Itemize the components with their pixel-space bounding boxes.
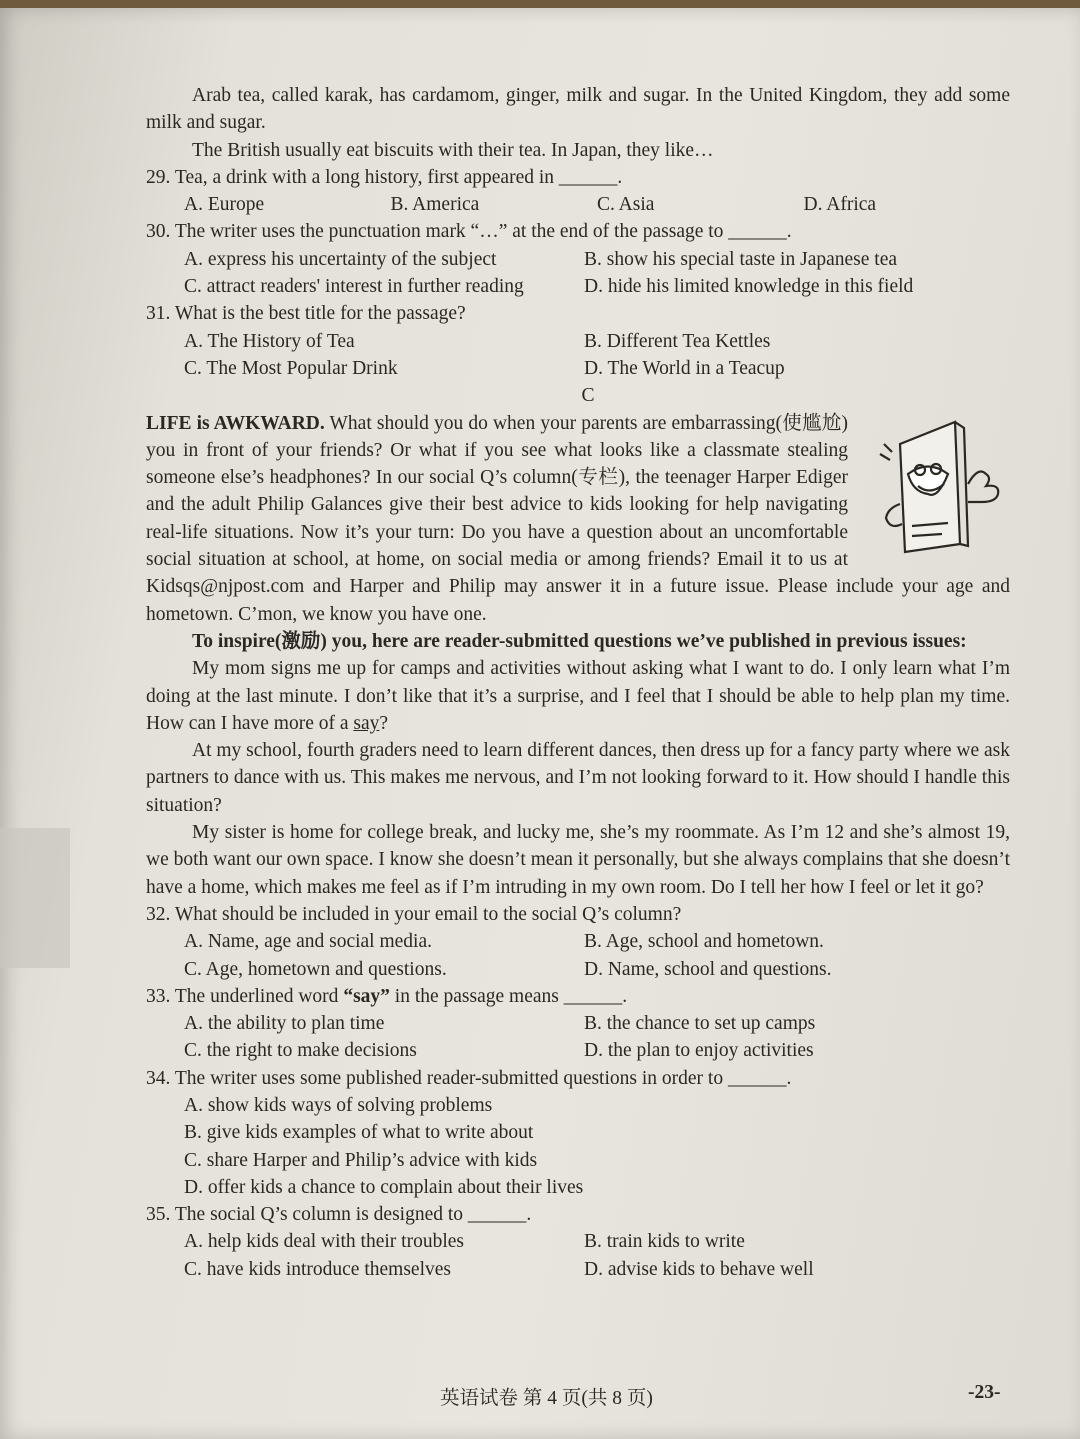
intro-lead: LIFE is AWKWARD. [146,412,325,434]
option-31c: C. The Most Popular Drink [184,357,398,379]
option-30d: D. hide his limited knowledge in this field [584,276,914,298]
option-31d: D. The World in a Teacup [584,357,785,379]
option-33a: A. the ability to plan time [184,1013,385,1035]
option-31a: A. The History of Tea [184,330,355,352]
question-29-stem: 29. Tea, a drink with a long history, first appeared in ______. [146,166,623,188]
option-32a: A. Name, age and social media. [184,931,432,953]
section-c-heading: C [581,385,595,407]
option-29c: C. Asia [597,194,655,216]
section-c-intro-block [146,410,1010,628]
intro-text: What should you do when your parents are embarrassing(使尴尬) you in front of your friends? Or what if you see what looks like a classmate stealing someone else’s headphones? In our social Q’s column(专栏), the teenager Harper Ediger and the adult Philip Galances give their best advice to kids looking for help navigating real-life situations. Now it’s your turn: Do you have a question about an uncomfortable social situation at school, at home, on social media or among friends? Email it to us at Kidsqs@njpost.com and Harper and Philip may answer it in a future issue. Please include your age and hometown. C’mon, we know you have one. [146,412,1010,625]
page-footer [0,1382,1080,1412]
footer-exam-info: 英语试卷 第 4 页(共 8 页) [440,1388,653,1409]
reader-letter-2: At my school, fourth graders need to learn different dances, then dress up for a fancy party where we ask partners to dance with us. This makes me nervous, and I’m not looking forward to it. How should I handle this situation? [146,740,1010,816]
page-shadow [0,828,70,968]
option-30b: B. show his special taste in Japanese tea [584,248,897,270]
option-35a: A. help kids deal with their troubles [184,1231,464,1253]
option-30c: C. attract readers' interest in further reading [184,276,524,298]
footer-page-number: -23- [968,1382,1001,1403]
option-34d: D. offer kids a chance to complain about their lives [184,1176,584,1198]
question-30-stem: 30. The writer uses the punctuation mark “…” at the end of the passage to ______. [146,221,792,243]
newspaper-cartoon-icon [860,414,1010,554]
option-30a: A. express his uncertainty of the subject [184,248,497,270]
question-29-options [146,191,1010,218]
question-35-stem: 35. The social Q’s column is designed to ______. [146,1204,532,1226]
option-33c: C. the right to make decisions [184,1040,417,1062]
option-29d: D. Africa [803,194,877,216]
option-31b: B. Different Tea Kettles [584,330,771,352]
option-32c: C. Age, hometown and questions. [184,958,447,980]
option-33d: D. the plan to enjoy activities [584,1040,814,1062]
question-32-stem: 32. What should be included in your email to the social Q’s column? [146,903,682,925]
option-32b: B. Age, school and hometown. [584,931,824,953]
option-32d: D. Name, school and questions. [584,958,832,980]
option-35c: C. have kids introduce themselves [184,1258,451,1280]
letter-1-end: ? [379,712,389,734]
question-34-options [146,1092,1010,1201]
option-29a: A. Europe [184,194,265,216]
question-30-options [146,246,1010,301]
option-35b: B. train kids to write [584,1231,745,1253]
page-content [146,82,1010,1283]
option-35d: D. advise kids to behave well [584,1258,814,1280]
question-31-stem: 31. What is the best title for the passage? [146,303,466,325]
q33-stem-b: in the passage means ______. [389,985,628,1007]
exam-paper [0,8,1080,1439]
option-34c: C. share Harper and Philip’s advice with kids [184,1149,538,1171]
passage-b-paragraph-1: Arab tea, called karak, has cardamom, ginger, milk and sugar. In the United Kingdom, they add some milk and sugar. [146,85,1010,134]
question-33-stem [146,983,1010,1010]
question-33-options [146,1010,1010,1065]
q33-word: “say” [343,985,390,1007]
option-34b: B. give kids examples of what to write about [184,1122,534,1144]
inspire-line: To inspire(激励) you, here are reader-submitted questions we’ve published in previous issues: [192,630,967,652]
reader-letter-3: My sister is home for college break, and lucky me, she’s my roommate. As I’m 12 and she’s almost 19, we both want our own space. I know she doesn’t mean it personally, but she always complains that she doesn’t have a home, which makes me feel as if I’m intruding in my own room. Do I tell her how I feel or let it go? [146,822,1010,898]
letter-1-text: My mom signs me up for camps and activities without asking what I want to do. I only learn what I’m doing at the last minute. I don’t like that it’s a surprise, and I feel that I should be able to help plan my time. How can I have more of a [146,658,1010,734]
q33-stem-a: 33. The underlined word [146,985,344,1007]
question-32-options [146,928,1010,983]
question-34-stem: 34. The writer uses some published reader-submitted questions in order to ______. [146,1067,792,1089]
option-34a: A. show kids ways of solving problems [184,1094,493,1116]
question-31-options [146,328,1010,383]
option-29b: B. America [390,194,480,216]
question-35-options [146,1228,1010,1283]
passage-b-paragraph-2: The British usually eat biscuits with their tea. In Japan, they like… [192,139,714,161]
underlined-word-say: say [353,712,380,734]
reader-letter-1 [146,655,1010,737]
option-33b: B. the chance to set up camps [584,1013,816,1035]
